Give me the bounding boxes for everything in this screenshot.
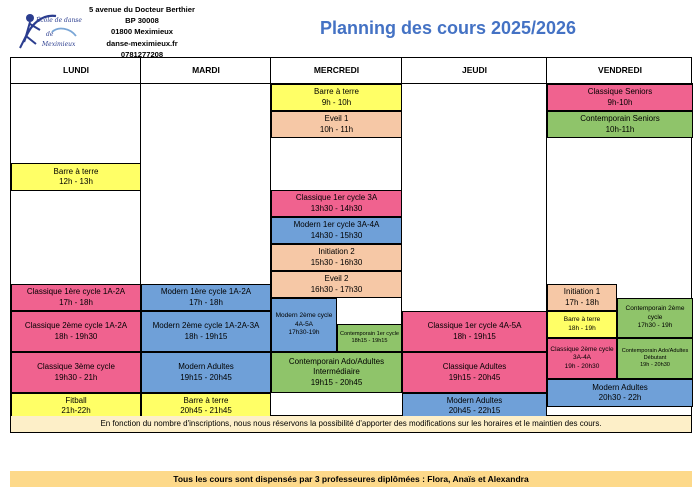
course-time: 16h30 - 17h30 bbox=[310, 284, 363, 294]
course-mercredi-eveil-1[interactable] bbox=[271, 111, 402, 138]
course-time: 12h - 13h bbox=[59, 177, 93, 186]
course-mercredi-modern-2eme-cycle[interactable] bbox=[271, 298, 337, 352]
course-name: Eveil 1 bbox=[324, 114, 349, 123]
course-mercredi-modern-1er-cycle[interactable] bbox=[271, 217, 402, 244]
course-vendredi-classique-seniors[interactable] bbox=[547, 84, 693, 111]
course-name: Classique 1er cycle 4A-5A bbox=[427, 321, 522, 330]
course-time: 17h - 18h bbox=[565, 297, 599, 307]
course-name: Initiation 1 bbox=[563, 287, 601, 296]
day-header-mardi: MARDI bbox=[141, 58, 271, 84]
course-name: Modern Adultes bbox=[178, 362, 234, 371]
svg-text:Meximieux: Meximieux bbox=[42, 41, 76, 48]
course-vendredi-classique-2eme-cycle[interactable] bbox=[547, 338, 617, 379]
course-name: Modern 2ème cycle 1A-2A-3A bbox=[152, 321, 260, 330]
course-time: 19h15 - 20h45 bbox=[448, 372, 501, 382]
course-time: 18h15 - 19h15 bbox=[351, 338, 388, 344]
course-time: 19h - 20h30 bbox=[564, 362, 600, 370]
course-time: 17h30-19h bbox=[288, 329, 320, 337]
school-logo bbox=[16, 6, 82, 52]
course-time: 19h15 - 20h45 bbox=[310, 377, 363, 387]
course-time: 18h - 19h15 bbox=[453, 331, 496, 341]
course-mercredi-eveil-2[interactable] bbox=[271, 271, 402, 298]
course-mardi-modern-adultes[interactable] bbox=[141, 352, 271, 393]
course-time: 17h - 18h bbox=[59, 297, 93, 307]
page-title: Planning des cours 2025/2026 bbox=[319, 18, 577, 38]
course-name: Fitball bbox=[65, 395, 87, 405]
course-time: 20h45 - 22h15 bbox=[448, 406, 501, 415]
course-name: Contemporain 1er cycle bbox=[339, 331, 400, 337]
course-vendredi-contemporain-2eme-cycle[interactable] bbox=[617, 298, 693, 338]
course-name: Barre à terre bbox=[314, 87, 359, 96]
course-time: 13h30 - 14h30 bbox=[310, 203, 363, 213]
course-lundi-classique-1er-cycle[interactable] bbox=[11, 284, 141, 311]
day-header-vendredi: VENDREDI bbox=[547, 58, 693, 84]
address-bp: BP 30008 bbox=[125, 16, 159, 26]
course-name: Modern 2ème cycle 4A-5A bbox=[275, 312, 333, 328]
course-time: 9h-10h bbox=[607, 97, 633, 107]
course-time: 14h30 - 15h30 bbox=[310, 230, 363, 240]
course-name: Classique 1ère cycle 1A-2A bbox=[26, 287, 126, 296]
course-name: Contemporain Ado/Adultes Débutant bbox=[621, 348, 689, 361]
course-vendredi-contemporain-ado-adultes[interactable] bbox=[617, 338, 693, 379]
course-time: 19h15 - 20h45 bbox=[180, 372, 232, 382]
school-address bbox=[86, 4, 198, 60]
course-name: Classique 3ème cycle bbox=[37, 362, 115, 371]
teachers-footer: Tous les cours sont dispensés par 3 professeures diplômées : Flora, Anaïs et Alexandra bbox=[10, 471, 692, 487]
course-name: Modern Adultes bbox=[592, 382, 648, 392]
course-mercredi-barre-a-terre[interactable] bbox=[271, 84, 402, 111]
course-time: 18h - 19h30 bbox=[54, 331, 98, 341]
address-phone: 0781277208 bbox=[120, 49, 164, 59]
course-time: 20h30 - 22h bbox=[598, 393, 642, 402]
course-name: Classique Adultes bbox=[442, 362, 507, 371]
course-name: Contemporain Seniors bbox=[580, 114, 660, 123]
course-lundi-barre-a-terre[interactable] bbox=[11, 163, 141, 191]
svg-text:École de danse: École de danse bbox=[36, 17, 82, 24]
course-time: 9h - 10h bbox=[321, 97, 352, 107]
course-name: Initiation 2 bbox=[318, 247, 355, 256]
course-mardi-modern-2eme-cycle[interactable] bbox=[141, 311, 271, 352]
svg-text:de: de bbox=[46, 31, 54, 38]
schedule-disclaimer: En fonction du nombre d'inscriptions, nous nous réservons la possibilité d'apporter des modifications sur les horaires et le maintien des cours. bbox=[10, 416, 692, 433]
course-jeudi-classique-1er-cycle[interactable] bbox=[402, 311, 547, 352]
course-lundi-classique-3eme-cycle[interactable] bbox=[11, 352, 141, 393]
course-name: Modern 1ère cycle 1A-2A bbox=[160, 287, 252, 296]
day-header-mercredi: MERCREDI bbox=[271, 58, 402, 84]
course-time: 15h30 - 16h30 bbox=[310, 257, 363, 267]
course-vendredi-modern-adultes[interactable] bbox=[547, 379, 693, 407]
course-name: Barre à terre bbox=[53, 166, 99, 176]
course-name: Contemporain Ado/Adultes Intermédiaire bbox=[288, 356, 385, 377]
course-time: 21h-22h bbox=[61, 406, 91, 415]
day-header-lundi: LUNDI bbox=[11, 58, 141, 84]
course-time: 10h-11h bbox=[605, 124, 635, 134]
course-time: 18h - 19h15 bbox=[184, 331, 228, 341]
course-vendredi-contemporain-seniors[interactable] bbox=[547, 111, 693, 138]
course-time: 17h30 - 19h bbox=[637, 322, 673, 330]
course-name: Contemporain 2ème cycle bbox=[625, 305, 685, 321]
course-time: 17h - 18h bbox=[189, 297, 223, 307]
course-name: Classique Seniors bbox=[587, 87, 653, 96]
course-name: Modern Adultes bbox=[446, 395, 503, 405]
address-website[interactable]: danse-meximieux.fr bbox=[106, 38, 178, 48]
course-time: 19h - 20h30 bbox=[640, 362, 670, 368]
course-name: Classique 2ème cycle 1A-2A bbox=[24, 321, 128, 330]
course-name: Classique 2ème cycle 3A-4A bbox=[550, 345, 614, 362]
course-mercredi-classique-1er-cycle-3a[interactable] bbox=[271, 190, 402, 217]
timetable bbox=[10, 57, 692, 416]
course-time: 10h - 11h bbox=[319, 124, 354, 134]
course-mercredi-initiation-2[interactable] bbox=[271, 244, 402, 271]
course-mercredi-contemporain-1er-cycle[interactable] bbox=[337, 324, 402, 352]
course-name: Modern 1er cycle 3A-4A bbox=[293, 220, 380, 229]
course-jeudi-classique-adultes[interactable] bbox=[402, 352, 547, 393]
course-mercredi-contemporain-ado-adultes[interactable] bbox=[271, 352, 402, 393]
course-vendredi-barre-a-terre[interactable] bbox=[547, 311, 617, 338]
day-header-jeudi: JEUDI bbox=[402, 58, 547, 84]
course-name: Eveil 2 bbox=[324, 274, 349, 283]
course-time: 19h30 - 21h bbox=[54, 372, 98, 382]
address-city: 01800 Meximieux bbox=[110, 27, 174, 37]
course-mardi-modern-1er-cycle[interactable] bbox=[141, 284, 271, 311]
course-vendredi-initiation-1[interactable] bbox=[547, 284, 617, 311]
course-name: Barre à terre bbox=[563, 316, 601, 323]
course-time: 20h45 - 21h45 bbox=[180, 406, 232, 415]
course-name: Barre à terre bbox=[183, 395, 229, 405]
course-name: Classique 1er cycle 3A bbox=[295, 193, 378, 202]
course-lundi-classique-2eme-cycle[interactable] bbox=[11, 311, 141, 352]
course-time: 18h - 19h bbox=[568, 324, 596, 332]
address-street: 5 avenue du Docteur Berthier bbox=[89, 5, 195, 14]
